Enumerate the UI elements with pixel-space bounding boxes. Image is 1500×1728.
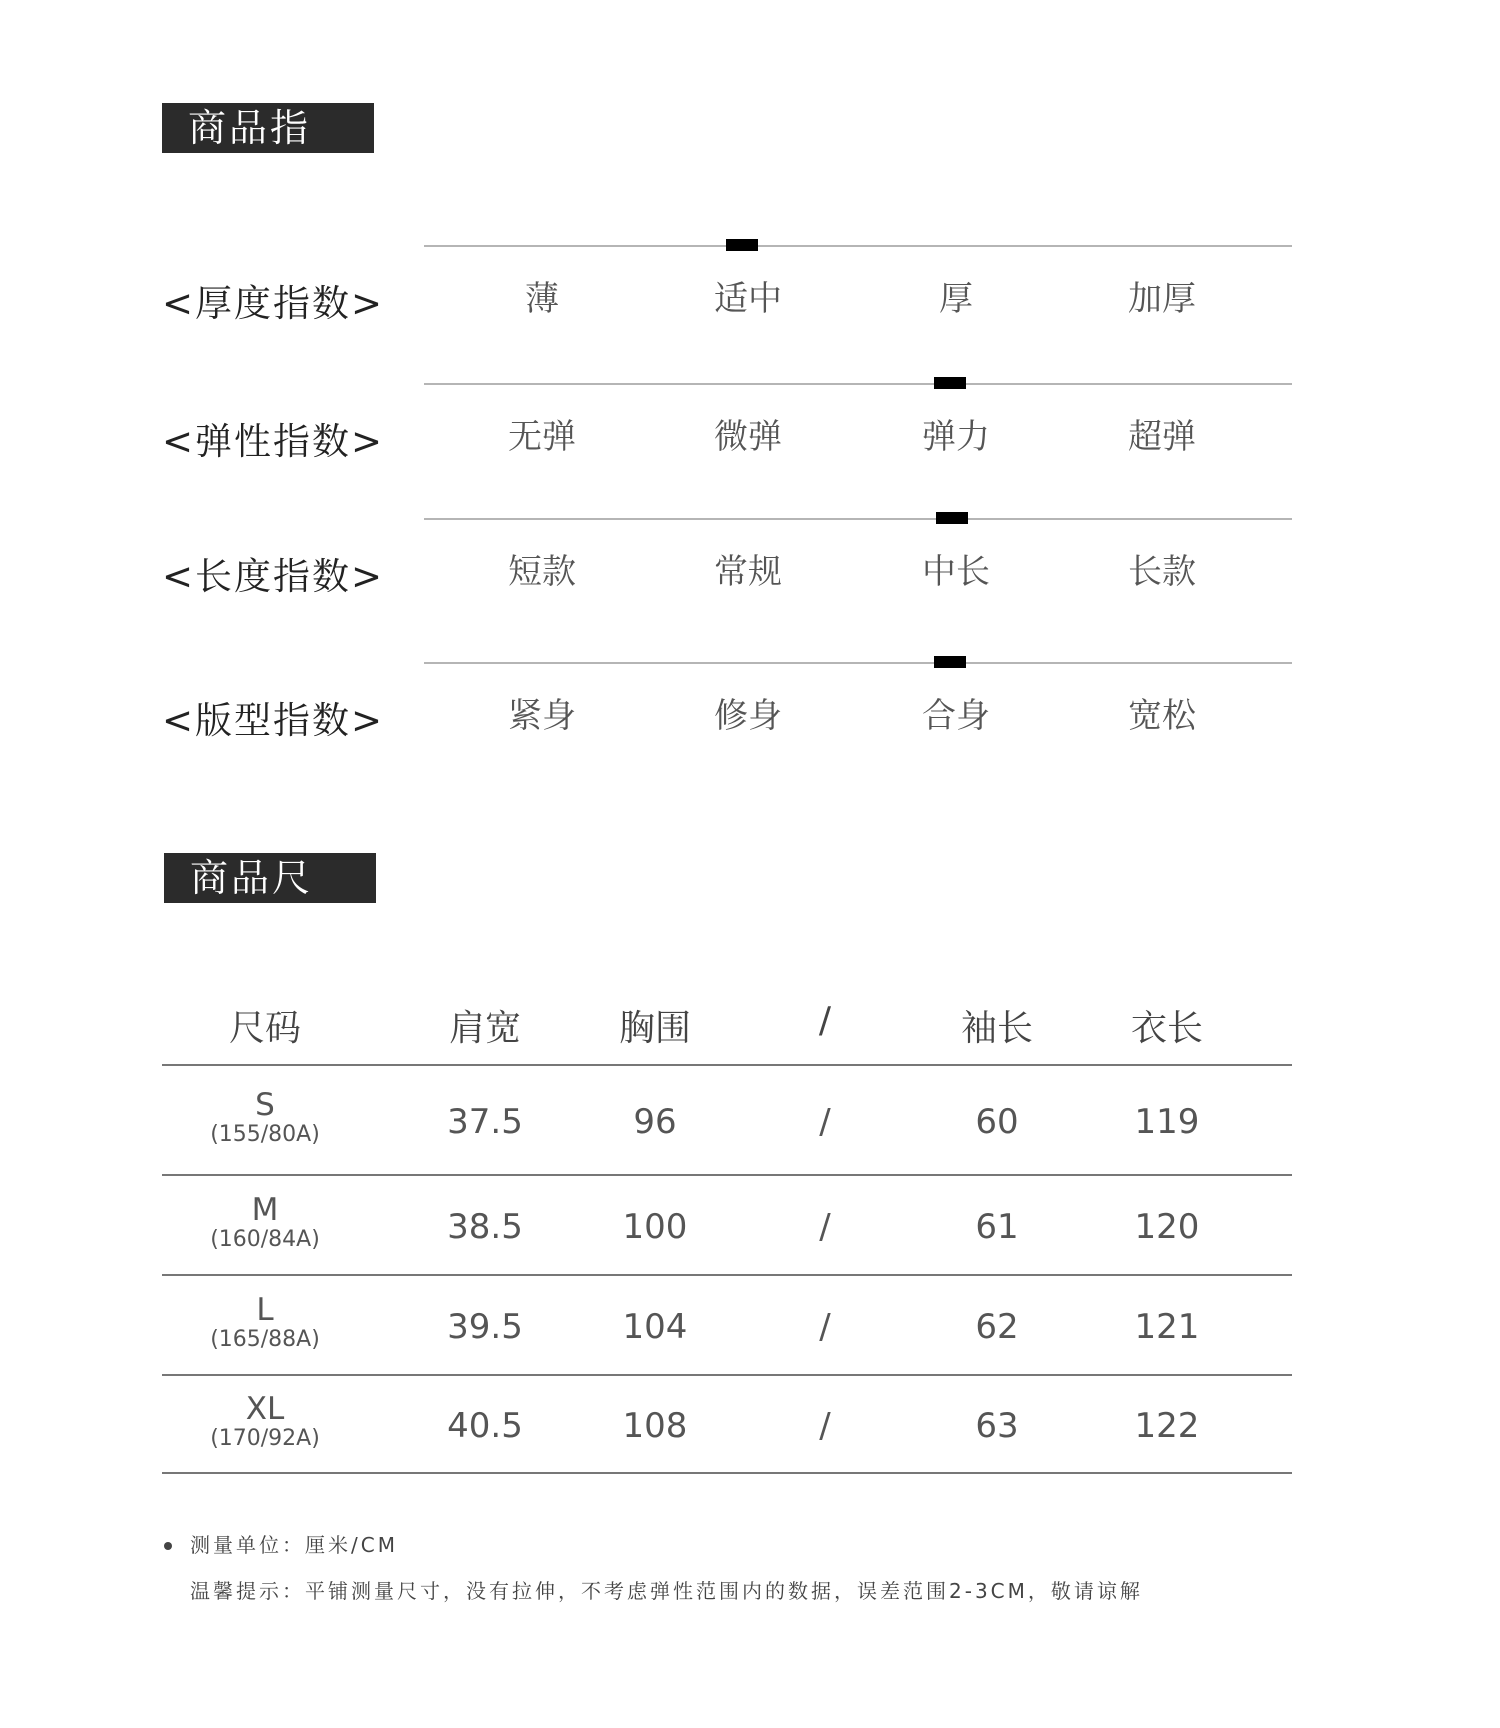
bullet-icon xyxy=(164,1542,172,1550)
table-row xyxy=(162,1376,1292,1474)
size-table-header-cell: 衣长 xyxy=(1130,1008,1203,1049)
table-cell: 100 xyxy=(622,1207,688,1247)
table-cell: 120 xyxy=(1134,1207,1200,1247)
index-option: 宽松 xyxy=(1128,696,1196,736)
note-unit xyxy=(164,1530,1143,1576)
index-label: <长度指数> xyxy=(162,555,385,598)
size-table-header xyxy=(162,980,1292,1066)
table-cell: 63 xyxy=(975,1406,1019,1446)
index-scale-line xyxy=(424,662,1292,664)
index-option: 加厚 xyxy=(1128,279,1196,319)
index-scale-line xyxy=(424,245,1292,247)
table-cell: 40.5 xyxy=(447,1406,523,1446)
size-table-header-cell: 袖长 xyxy=(960,1008,1033,1049)
table-row xyxy=(162,1066,1292,1176)
index-option: 薄 xyxy=(525,279,559,319)
table-cell: 37.5 xyxy=(447,1102,523,1142)
table-cell: 62 xyxy=(975,1307,1019,1347)
index-selected-marker xyxy=(726,239,758,251)
table-cell: 96 xyxy=(633,1102,677,1142)
index-section-title: 商品指数 xyxy=(162,103,374,153)
index-scale-line xyxy=(424,518,1292,520)
index-row xyxy=(0,245,1500,355)
table-cell: / xyxy=(819,1102,831,1142)
table-cell: / xyxy=(819,1406,831,1446)
index-label: <弹性指数> xyxy=(162,420,385,463)
size-table-header-cell: 尺码 xyxy=(228,1008,301,1049)
table-cell: / xyxy=(819,1207,831,1247)
size-code: XL xyxy=(245,1391,285,1427)
index-option: 合身 xyxy=(922,696,990,736)
index-option: 修身 xyxy=(714,696,782,736)
size-section-title: 商品尺寸 xyxy=(164,853,376,903)
note-unit-text: 测量单位：厘米/CM xyxy=(190,1533,398,1557)
index-row xyxy=(0,662,1500,772)
size-body-spec: (165/88A) xyxy=(210,1327,320,1352)
note-tip xyxy=(164,1576,1143,1622)
index-option: 长款 xyxy=(1128,552,1196,592)
table-cell: 39.5 xyxy=(447,1307,523,1347)
size-table-header-cell: / xyxy=(818,1000,832,1041)
index-option: 常规 xyxy=(714,552,782,592)
table-cell: 104 xyxy=(622,1307,688,1347)
size-cell xyxy=(165,1391,365,1454)
size-body-spec: (155/80A) xyxy=(210,1122,320,1147)
index-option: 弹力 xyxy=(922,417,990,457)
table-cell: 122 xyxy=(1134,1406,1200,1446)
size-table-header-cell: 肩宽 xyxy=(448,1008,521,1049)
index-option: 适中 xyxy=(714,279,782,319)
table-row xyxy=(162,1276,1292,1376)
index-option: 中长 xyxy=(922,552,990,592)
index-label: <厚度指数> xyxy=(162,282,385,325)
index-option: 微弹 xyxy=(714,417,782,457)
index-option: 超弹 xyxy=(1128,417,1196,457)
table-cell: / xyxy=(819,1307,831,1347)
index-scale-line xyxy=(424,383,1292,385)
index-row xyxy=(0,383,1500,493)
index-selected-marker xyxy=(934,377,966,389)
index-row xyxy=(0,518,1500,628)
table-cell: 60 xyxy=(975,1102,1019,1142)
index-option: 无弹 xyxy=(508,417,576,457)
table-cell: 108 xyxy=(622,1406,688,1446)
index-option: 紧身 xyxy=(508,696,576,736)
size-table xyxy=(162,980,1292,1474)
size-table-header-cell: 胸围 xyxy=(618,1008,691,1049)
table-cell: 119 xyxy=(1134,1102,1200,1142)
table-cell: 38.5 xyxy=(447,1207,523,1247)
size-body-spec: (160/84A) xyxy=(210,1227,320,1252)
index-option: 厚 xyxy=(939,279,973,319)
table-cell: 61 xyxy=(975,1207,1019,1247)
index-selected-marker xyxy=(934,656,966,668)
size-code: S xyxy=(255,1087,275,1123)
index-option: 短款 xyxy=(508,552,576,592)
size-code: L xyxy=(256,1292,274,1328)
index-label: <版型指数> xyxy=(162,699,385,742)
notes xyxy=(164,1530,1143,1622)
size-code: M xyxy=(251,1192,279,1228)
size-cell xyxy=(165,1087,365,1150)
size-cell xyxy=(165,1292,365,1355)
table-row xyxy=(162,1176,1292,1276)
size-body-spec: (170/92A) xyxy=(210,1426,320,1451)
index-selected-marker xyxy=(936,512,968,524)
size-table-body xyxy=(162,1066,1292,1474)
size-cell xyxy=(165,1192,365,1255)
note-tip-text: 温馨提示：平铺测量尺寸，没有拉伸，不考虑弹性范围内的数据，误差范围2-3CM，敬请谅解 xyxy=(190,1579,1143,1603)
table-cell: 121 xyxy=(1134,1307,1200,1347)
